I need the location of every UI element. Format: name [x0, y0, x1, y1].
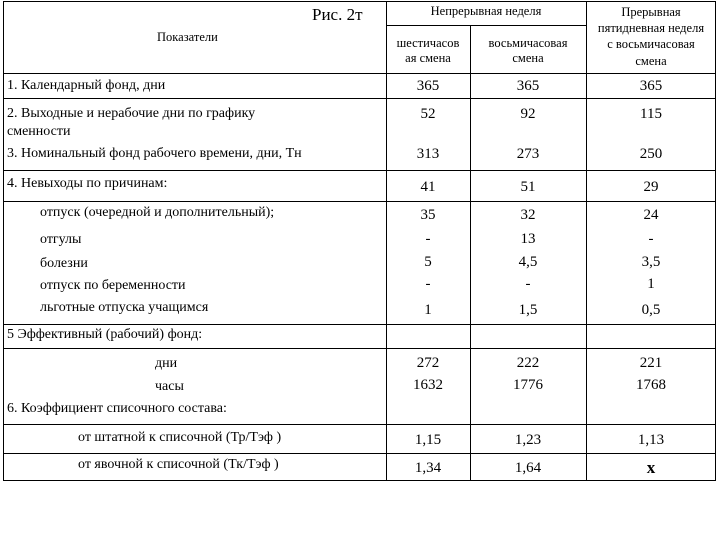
row-label: 2. Выходные и нерабочие дни по графику: [7, 106, 256, 121]
row-label: 1. Календарный фонд, дни: [7, 78, 166, 93]
sub-row-label: льготные отпуска учащимся: [40, 300, 209, 315]
row-line: [3, 201, 716, 202]
cell-eight-hour: 1,64: [514, 460, 542, 476]
cell-six-hour: 35: [420, 207, 436, 223]
row-line: [3, 424, 716, 425]
row-label: 5 Эффективный (рабочий) фонд:: [7, 327, 203, 342]
cell-six-hour: -: [425, 276, 431, 292]
cell-six-hour: -: [425, 231, 431, 247]
cell-eight-hour: 13: [520, 231, 536, 247]
sub-row-label: болезни: [40, 256, 88, 271]
cell-interrupted: 221: [639, 355, 663, 371]
cell-interrupted: 115: [640, 106, 662, 122]
row-label: 6. Коэффициент списочного состава:: [7, 401, 227, 416]
row-label: 4. Невыходы по причинам:: [7, 176, 168, 191]
cell-interrupted: 29: [643, 179, 659, 195]
cell-interrupted: 1: [647, 276, 655, 292]
header-bottom-line: [3, 73, 716, 74]
continuous-week-header: Непрерывная неделя: [430, 4, 542, 18]
cell-six-hour: 365: [416, 78, 440, 94]
interrupted-week-header-line1: Прерывная: [621, 5, 681, 19]
cell-six-hour: 313: [416, 146, 440, 162]
cell-eight-hour: 365: [516, 78, 540, 94]
cell-eight-hour: 273: [516, 146, 540, 162]
row-label: 3. Номинальный фонд рабочего времени, дни, Тн: [7, 146, 302, 161]
cell-six-hour: 1,34: [414, 460, 442, 476]
interrupted-week-header-line3: с восьмичасовая: [607, 37, 695, 51]
row-line: [3, 170, 716, 171]
cell-eight-hour: 32: [520, 207, 536, 223]
sub-row-label: дни: [155, 356, 178, 371]
cell-eight-hour: 1,23: [514, 432, 542, 448]
row-line: [3, 348, 716, 349]
cell-eight-hour: 1,5: [518, 302, 538, 318]
cell-eight-hour: 1776: [513, 377, 543, 393]
row-line: [3, 453, 716, 454]
sub-row-label: от штатной к списочной (Тр/Тэф ): [78, 430, 282, 445]
cell-interrupted: -: [648, 231, 654, 247]
cell-interrupted: 365: [639, 78, 663, 94]
figure-caption: Рис. 2т: [312, 5, 363, 24]
row-line: [3, 324, 716, 325]
cell-interrupted: 3,5: [641, 254, 661, 270]
six-hour-shift-header-line2: ая смена: [405, 51, 451, 65]
sub-row-label: отгулы: [40, 232, 82, 247]
cell-six-hour: 5: [424, 254, 432, 270]
row-label-continuation: сменности: [7, 124, 71, 139]
cell-eight-hour: 4,5: [518, 254, 538, 270]
sub-row-label: отпуск по беременности: [40, 278, 186, 293]
cell-interrupted: 1768: [636, 377, 666, 393]
row-line: [3, 98, 716, 99]
interrupted-week-header-line4: смена: [635, 54, 667, 68]
cell-six-hour: 1: [424, 302, 432, 318]
eight-hour-shift-header-line2: смена: [512, 51, 544, 65]
cell-interrupted: 0,5: [641, 302, 661, 318]
sub-row-label: часы: [155, 379, 184, 394]
cell-eight-hour: 92: [520, 106, 536, 122]
cell-interrupted: 1,13: [637, 432, 665, 448]
cell-six-hour: 1632: [413, 377, 443, 393]
cell-interrupted: 24: [643, 207, 659, 223]
eight-hour-shift-header-line1: восьмичасовая: [488, 36, 568, 50]
interrupted-week-header-line2: пятидневная неделя: [597, 21, 705, 35]
header-subdivider: [386, 25, 586, 26]
sub-row-label: отпуск (очередной и дополнительный);: [40, 205, 275, 220]
cell-six-hour: 41: [420, 179, 436, 195]
six-hour-shift-header-line1: шестичасов: [396, 36, 460, 50]
cell-eight-hour: 222: [516, 355, 540, 371]
cell-six-hour: 272: [416, 355, 440, 371]
sub-row-label: от явочной к списочной (Тк/Тэф ): [78, 457, 279, 472]
cell-six-hour: 1,15: [414, 432, 442, 448]
cell-interrupted: х: [646, 458, 656, 477]
cell-interrupted: 250: [639, 146, 663, 162]
cell-six-hour: 52: [420, 106, 436, 122]
cell-eight-hour: -: [525, 276, 531, 292]
indicators-header: Показатели: [157, 30, 218, 44]
cell-eight-hour: 51: [520, 179, 536, 195]
